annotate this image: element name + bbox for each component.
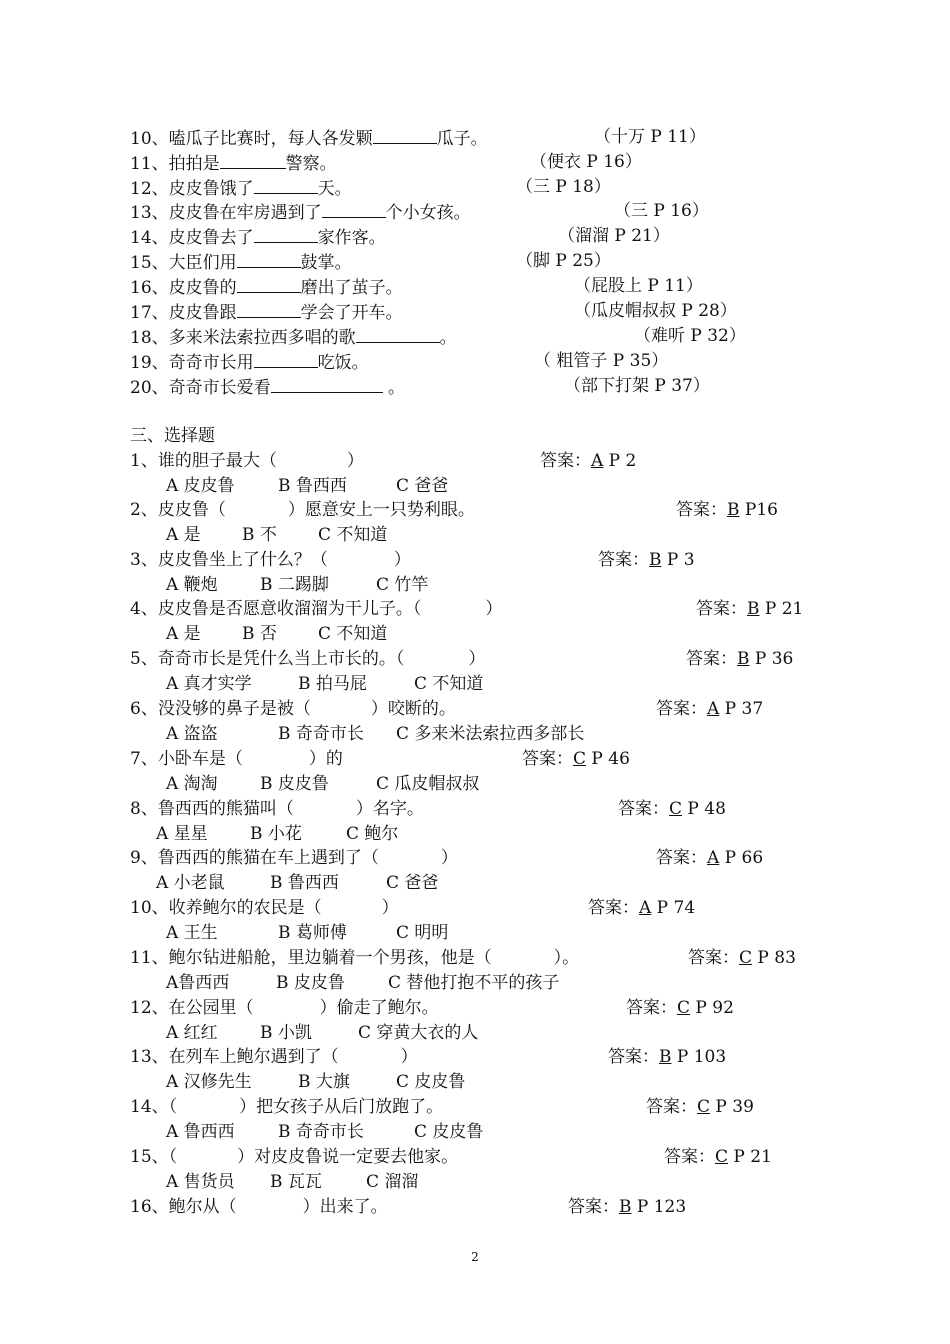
answer-key: 答案：B P 21 <box>696 599 804 619</box>
answer-letter: A <box>591 451 604 471</box>
choice-option: C 不知道 <box>414 674 484 694</box>
answer-key: 答案：C P 46 <box>522 749 630 769</box>
answer-key: 答案：B P 103 <box>608 1047 727 1067</box>
fill-item: 10、嗑瓜子比赛时，每人各发颗 瓜子。 <box>130 125 488 149</box>
choice-question: 10、收养鲍尔的农民是（ ） <box>130 898 399 918</box>
answer-blank <box>271 374 383 393</box>
choice-option: B 拍马屁 <box>298 674 367 694</box>
answer-blank <box>356 324 440 343</box>
answer-key: 答案：C P 83 <box>688 948 796 968</box>
answer-letter: A <box>707 699 720 719</box>
answer-blank <box>237 274 301 293</box>
answer-letter: C <box>739 948 753 968</box>
choice-option: A 是 <box>166 624 201 644</box>
answer-blank <box>237 249 301 268</box>
fill-reference: （部下打架 P 37） <box>564 376 710 396</box>
fill-reference: （三 P 16） <box>614 201 709 221</box>
choice-option: C 不知道 <box>318 525 388 545</box>
fill-reference: （瓜皮帽叔叔 P 28） <box>574 301 737 321</box>
choice-option: B 奇奇市长 <box>278 724 364 744</box>
answer-letter: B <box>659 1047 672 1067</box>
choice-option: B 大旗 <box>298 1072 350 1092</box>
answer-blank <box>254 349 318 368</box>
answer-key: 答案：B P 123 <box>568 1197 687 1217</box>
choice-option: C 替他打抱不平的孩子 <box>388 973 560 993</box>
choice-option: C 明明 <box>396 923 449 943</box>
fill-reference: （溜溜 P 21） <box>558 226 670 246</box>
page-reference: P 46 <box>586 749 630 769</box>
fill-item: 11、拍拍是 警察。 <box>130 150 337 174</box>
fill-reference: （便衣 P 16） <box>530 152 642 172</box>
answer-letter: C <box>669 799 683 819</box>
choice-option: B 否 <box>242 624 277 644</box>
choice-option: A 皮皮鲁 <box>166 476 235 496</box>
choice-question: 16、鲍尔从（ ）出来了。 <box>130 1197 388 1217</box>
choice-option: B 皮皮鲁 <box>276 973 345 993</box>
page-reference: P 103 <box>671 1047 727 1067</box>
answer-blank <box>322 199 386 218</box>
page-reference: P 2 <box>603 451 637 471</box>
page-reference: P 92 <box>690 998 734 1018</box>
fill-item: 18、多来米法索拉西多唱的歌 。 <box>130 324 457 348</box>
page-reference: P 39 <box>710 1097 754 1117</box>
answer-letter: C <box>677 998 691 1018</box>
choice-question: 7、小卧车是（ ）的 <box>130 749 343 769</box>
answer-key: 答案：C P 21 <box>664 1147 772 1167</box>
choice-question: 4、皮皮鲁是否愿意收溜溜为干儿子。（ ） <box>130 599 503 619</box>
choice-option: B 小凯 <box>260 1023 312 1043</box>
page-reference: P 74 <box>651 898 696 918</box>
answer-key: 答案：B P 36 <box>686 649 794 669</box>
choice-option: C 多来米法索拉西多部长 <box>396 724 585 744</box>
fill-item: 13、皮皮鲁在牢房遇到了 个小女孩。 <box>130 199 471 223</box>
choice-option: C 穿黄大衣的人 <box>358 1023 479 1043</box>
choice-option: A鲁西西 <box>166 973 230 993</box>
fill-item: 20、奇奇市长爱看 。 <box>130 374 405 398</box>
answer-letter: A <box>639 898 652 918</box>
page-reference: P 37 <box>719 699 764 719</box>
choice-option: A 售货员 <box>166 1172 235 1192</box>
choice-question: 8、鲁西西的熊猫叫（ ）名字。 <box>130 799 424 819</box>
choice-option: B 二踢脚 <box>260 575 329 595</box>
page-number: 2 <box>471 1250 479 1264</box>
choice-option: A 是 <box>166 525 201 545</box>
fill-reference: （屁股上 P 11） <box>574 276 703 296</box>
answer-key: 答案：C P 39 <box>646 1097 754 1117</box>
choice-option: B 瓦瓦 <box>270 1172 322 1192</box>
choice-option: C 鲍尔 <box>346 824 399 844</box>
choice-option: A 小老鼠 <box>156 873 225 893</box>
choice-option: A 星星 <box>156 824 208 844</box>
choice-question: 6、没没够的鼻子是被（ ）咬断的。 <box>130 699 456 719</box>
answer-letter: B <box>737 649 750 669</box>
choice-option: C 溜溜 <box>366 1172 419 1192</box>
answer-letter: B <box>747 599 760 619</box>
page-reference: P16 <box>739 500 778 520</box>
choice-option: B 不 <box>242 525 277 545</box>
page-reference: P 3 <box>661 550 695 570</box>
choice-option: C 皮皮鲁 <box>396 1072 466 1092</box>
choice-option: C 瓜皮帽叔叔 <box>376 774 480 794</box>
page-reference: P 48 <box>682 799 726 819</box>
answer-letter: B <box>619 1197 632 1217</box>
answer-key: 答案：C P 48 <box>618 799 726 819</box>
answer-blank <box>373 125 437 144</box>
choice-question: 12、在公园里（ ）偷走了鲍尔。 <box>130 998 439 1018</box>
fill-item: 15、大臣们用 鼓掌。 <box>130 249 352 273</box>
answer-letter: B <box>649 550 662 570</box>
fill-reference: （三 P 18） <box>516 177 611 197</box>
fill-reference: （难听 P 32） <box>634 326 746 346</box>
choice-option: C 爸爸 <box>386 873 439 893</box>
answer-blank <box>237 299 301 318</box>
fill-item: 14、皮皮鲁去了 家作客。 <box>130 224 386 248</box>
fill-item: 17、皮皮鲁跟 学会了开车。 <box>130 299 403 323</box>
page-reference: P 21 <box>759 599 804 619</box>
answer-letter: C <box>715 1147 729 1167</box>
fill-reference: （十万 P 11） <box>594 127 706 147</box>
page-reference: P 83 <box>752 948 796 968</box>
choice-option: A 真才实学 <box>166 674 252 694</box>
answer-blank <box>220 150 286 169</box>
answer-blank <box>254 224 318 243</box>
choice-question: 14、（ ）把女孩子从后门放跑了。 <box>130 1097 444 1117</box>
choice-question: 3、皮皮鲁坐上了什么？（ ） <box>130 550 411 570</box>
fill-reference: （ 粗管子 P 35） <box>534 351 669 371</box>
fill-reference: （脚 P 25） <box>516 251 611 271</box>
choice-question: 11、鲍尔钻进船舱，里边躺着一个男孩，他是（ ）。 <box>130 948 580 968</box>
choice-question: 9、鲁西西的熊猫在车上遇到了（ ） <box>130 848 458 868</box>
choice-question: 2、皮皮鲁（ ）愿意安上一只势利眼。 <box>130 500 475 520</box>
choice-option: C 爸爸 <box>396 476 449 496</box>
answer-key: 答案：A P 66 <box>656 848 764 868</box>
page-reference: P 123 <box>631 1197 687 1217</box>
page-reference: P 21 <box>728 1147 772 1167</box>
answer-key: 答案：B P 3 <box>598 550 695 570</box>
answer-letter: C <box>573 749 587 769</box>
fill-item: 16、皮皮鲁的 磨出了茧子。 <box>130 274 403 298</box>
answer-key: 答案：C P 92 <box>626 998 734 1018</box>
page-reference: P 36 <box>749 649 794 669</box>
fill-item: 12、皮皮鲁饿了 天。 <box>130 175 352 199</box>
choice-option: A 王生 <box>166 923 218 943</box>
choice-option: B 奇奇市长 <box>278 1122 364 1142</box>
answer-letter: B <box>727 500 740 520</box>
choice-option: B 鲁西西 <box>278 476 347 496</box>
answer-letter: A <box>707 848 720 868</box>
answer-key: 答案：A P 2 <box>540 451 637 471</box>
answer-blank <box>254 175 318 194</box>
choice-question: 15、（ ）对皮皮鲁说一定要去他家。 <box>130 1147 459 1167</box>
choice-option: A 盗盗 <box>166 724 218 744</box>
section-title: 三、选择题 <box>130 426 215 446</box>
choice-option: B 皮皮鲁 <box>260 774 329 794</box>
page-reference: P 66 <box>719 848 764 868</box>
choice-option: B 小花 <box>250 824 302 844</box>
choice-option: C 不知道 <box>318 624 388 644</box>
choice-option: A 鞭炮 <box>166 575 218 595</box>
choice-option: B 葛师傅 <box>278 923 347 943</box>
choice-question: 5、奇奇市长是凭什么当上市长的。（ ） <box>130 649 486 669</box>
choice-option: B 鲁西西 <box>270 873 339 893</box>
fill-item: 19、奇奇市长用 吃饭。 <box>130 349 369 373</box>
choice-option: C 竹竿 <box>376 575 429 595</box>
choice-option: A 淘淘 <box>166 774 218 794</box>
choice-question: 13、在列车上鲍尔遇到了（ ） <box>130 1047 418 1067</box>
answer-letter: C <box>697 1097 711 1117</box>
choice-option: C 皮皮鲁 <box>414 1122 484 1142</box>
choice-option: A 汉修先生 <box>166 1072 252 1092</box>
answer-key: 答案：A P 74 <box>588 898 696 918</box>
choice-question: 1、谁的胆子最大（ ） <box>130 451 364 471</box>
answer-key: 答案：A P 37 <box>656 699 764 719</box>
choice-option: A 鲁西西 <box>166 1122 235 1142</box>
choice-option: A 红红 <box>166 1023 218 1043</box>
answer-key: 答案：B P16 <box>676 500 778 520</box>
